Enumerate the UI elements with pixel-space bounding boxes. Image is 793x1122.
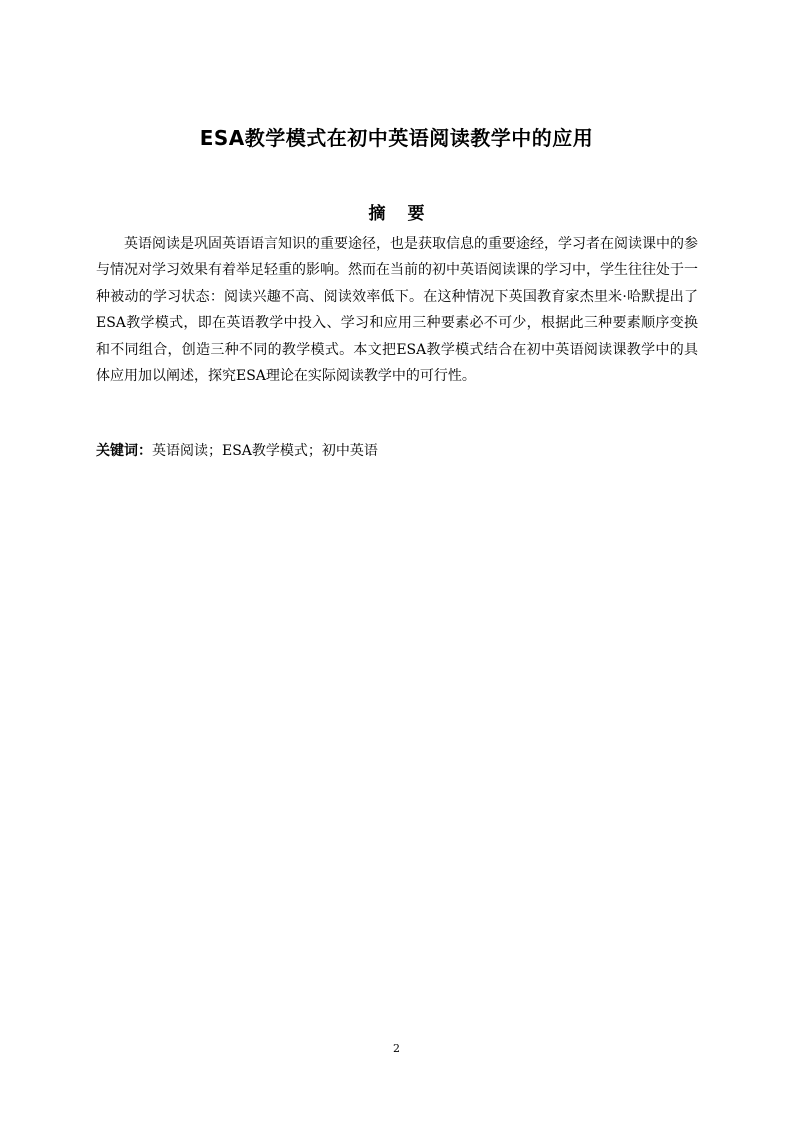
page-number: 2	[393, 1042, 400, 1055]
keywords-line	[96, 439, 698, 463]
keywords-label: 关键词：	[96, 443, 152, 459]
keywords-value: 英语阅读；ESA教学模式；初中英语	[152, 443, 378, 459]
document-title: ESA教学模式在初中英语阅读教学中的应用	[199, 126, 594, 150]
abstract-heading: 摘 要	[368, 204, 433, 224]
abstract-body: 英语阅读是巩固英语语言知识的重要途径，也是获取信息的重要途经，学习者在阅读课中的参与情况对学习效果有着举足轻重的影响。然而在当前的初中英语阅读课的学习中，学生往往处于一种被动的学习状态：阅读兴趣不高、阅读效率低下。在这种情况下英国教育家杰里米·哈默提出了ESA教学模式，即在英语教学中投入、学习和应用三种要素必不可少，根据此三种要素顺序变换和不同组合，创造三种不同的教学模式。本文把ESA教学模式结合在初中英语阅读课教学中的具体应用加以阐述，探究ESA理论在实际阅读教学中的可行性。	[96, 236, 698, 385]
